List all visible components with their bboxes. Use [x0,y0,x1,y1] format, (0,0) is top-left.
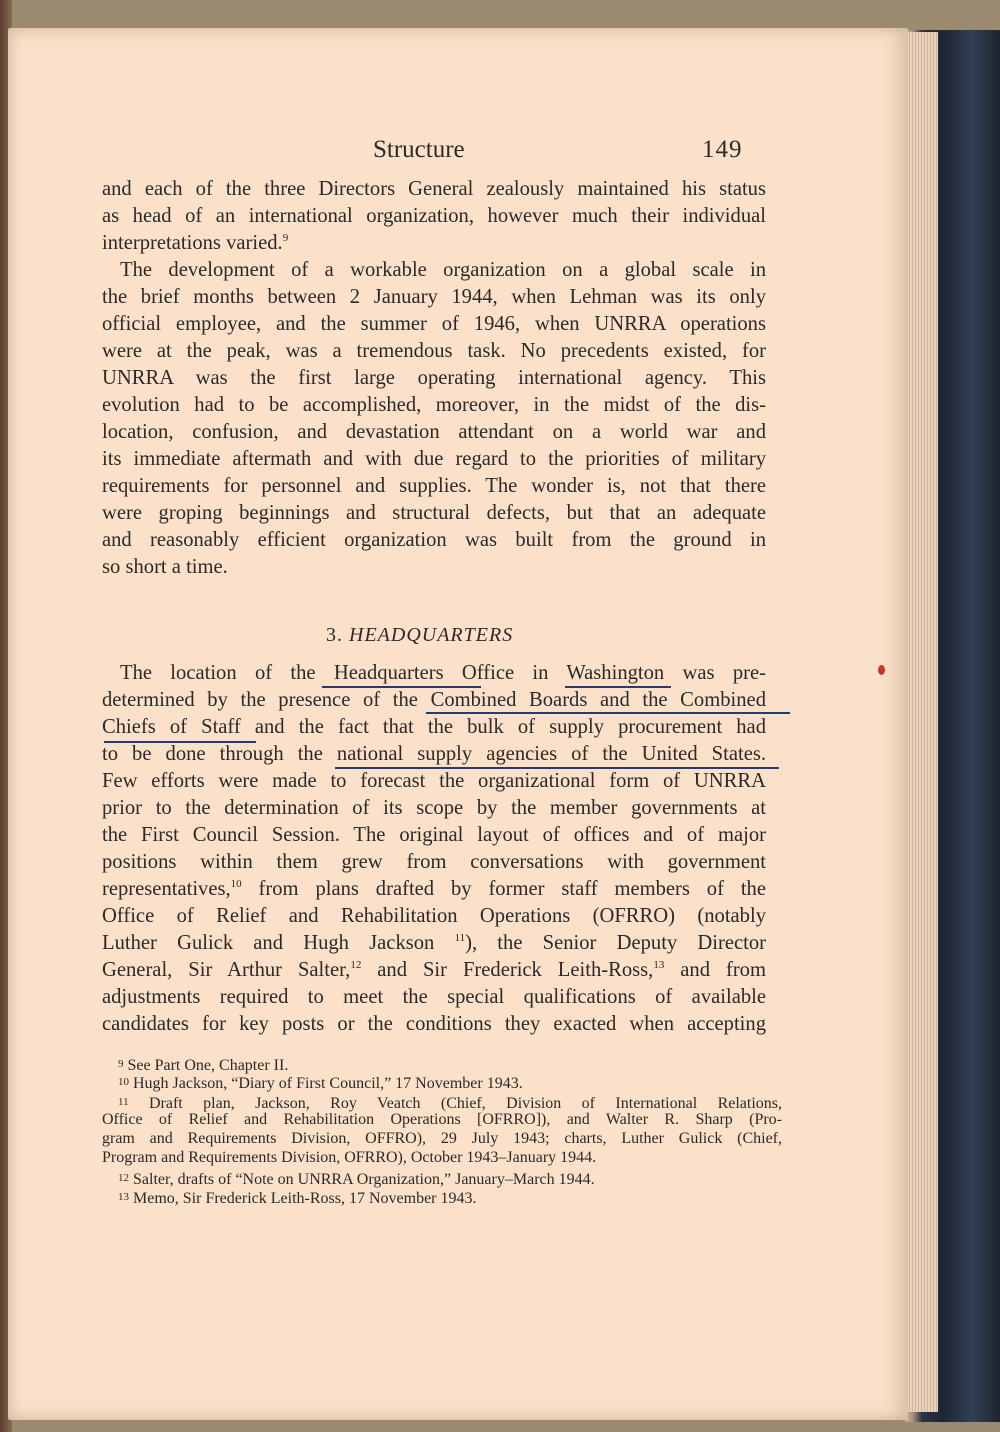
text-line: prior to the determination of its scope by the member governments at [102,797,766,819]
text-segment: General, Sir Arthur Salter, [102,959,351,981]
running-head-title: Structure [373,136,465,163]
footnote-number: 12 [118,1172,129,1184]
text-segment: and from [664,959,766,981]
text-line: The development of a workable organization on a global scale in [120,259,766,281]
text-line: the First Council Session. The original layout of offices and of major [102,824,766,846]
footnote-number: 13 [118,1191,129,1203]
footnote-number: 11 [118,1096,129,1108]
text-line: Few efforts were made to forecast the organizational form of UNRRA [102,770,766,792]
text-line: to be done through the national supply agencies of the United States. [102,743,766,765]
footnote-text: Hugh Jackson, “Diary of First Council,” 17 November 1943. [129,1075,523,1092]
text-segment: Luther Gulick and Hugh Jackson [102,932,455,954]
text-line [102,230,766,257]
text-line [102,957,766,984]
text-line: as head of an international organization, however much their individual [102,205,766,227]
footnote-ref: 12 [350,959,362,971]
pen-underline [322,686,481,688]
text-line: determined by the presence of the Combined Boards and the Combined [102,689,766,711]
text-line: were groping beginnings and structural defects, but that an adequate [102,502,766,524]
text-line: The location of the Headquarters Office in Washington was pre- [120,662,766,684]
footnote-text: Draft plan, Jackson, Roy Veatch (Chief, Division of International Relations, [128,1095,782,1112]
text-line: and reasonably efficient organization was built from the ground in [102,529,766,551]
text-line: the brief months between 2 January 1944, when Lehman was its only [102,286,766,308]
text-line: were at the peak, was a tremendous task. No precedents existed, for [102,340,766,362]
text-segment: interpretations varied. [102,232,283,254]
text-line: positions within them grew from conversations with government [102,851,766,873]
footnote-text: See Part One, Chapter II. [123,1057,289,1074]
footnote-line: Program and Requirements Division, OFRRO), October 1943–January 1944. [102,1149,597,1166]
section-title: HEADQUARTERS [349,624,514,646]
footnote [118,1093,782,1113]
text-line: its immediate aftermath and with due regard to the priorities of military [102,448,766,470]
footnote-number: 10 [118,1076,129,1088]
footnote-text: Memo, Sir Frederick Leith-Ross, 17 November 1943. [129,1190,477,1207]
section-heading [326,624,513,647]
running-head [0,136,908,168]
footnote-text: Salter, drafts of “Note on UNRRA Organization,” January–March 1944. [129,1171,595,1188]
text-line: candidates for key posts or the conditions they exacted when accepting [102,1013,766,1035]
footnote-line: Office of Relief and Rehabilitation Operations [OFRRO]), and Walter R. Sharp (Pro- [102,1111,782,1128]
text-line: adjustments required to meet the special qualifications of available [102,986,766,1008]
text-line: evolution had to be accomplished, moreover, in the midst of the dis- [102,394,766,416]
pen-underline [426,712,790,714]
footnote [118,1188,782,1208]
footnote-ref: 13 [653,959,665,971]
footnote-ref: 10 [230,878,242,890]
text-segment: representatives, [102,878,231,900]
pen-underline [104,741,256,743]
text-line: Chiefs of Staff and the fact that the bulk of supply procurement had [102,716,766,738]
footnote [118,1055,782,1075]
text-line [102,876,766,903]
footnote-ref: 11 [454,932,466,944]
footnote-ref: 9 [282,232,289,244]
page-number: 149 [702,136,743,163]
pen-underline [335,767,779,769]
pen-underline [565,686,671,688]
red-margin-mark [878,665,885,675]
footnote-line: gram and Requirements Division, OFFRO), 29 July 1943; charts, Luther Gulick (Chief, [102,1130,782,1147]
text-line: official employee, and the summer of 1946, when UNRRA operations [102,313,766,335]
text-line: and each of the three Directors General zealously maintained his status [102,178,766,200]
text-segment: ), the Senior Deputy Director [465,932,766,954]
text-segment: from plans drafted by former staff members of the [241,878,766,900]
text-segment: and Sir Frederick Leith-Ross, [361,959,654,981]
footnote [118,1073,782,1093]
text-line: requirements for personnel and supplies. The wonder is, not that there [102,475,766,497]
text-line: Office of Relief and Rehabilitation Operations (OFRRO) (notably [102,905,766,927]
text-line [102,930,766,957]
text-line: UNRRA was the first large operating international agency. This [102,367,766,389]
section-number: 3. [326,624,343,646]
text-line: location, confusion, and devastation attendant on a world war and [102,421,766,443]
footnote [118,1169,782,1189]
text-line: so short a time. [102,556,228,578]
footnote-number: 9 [118,1058,124,1070]
